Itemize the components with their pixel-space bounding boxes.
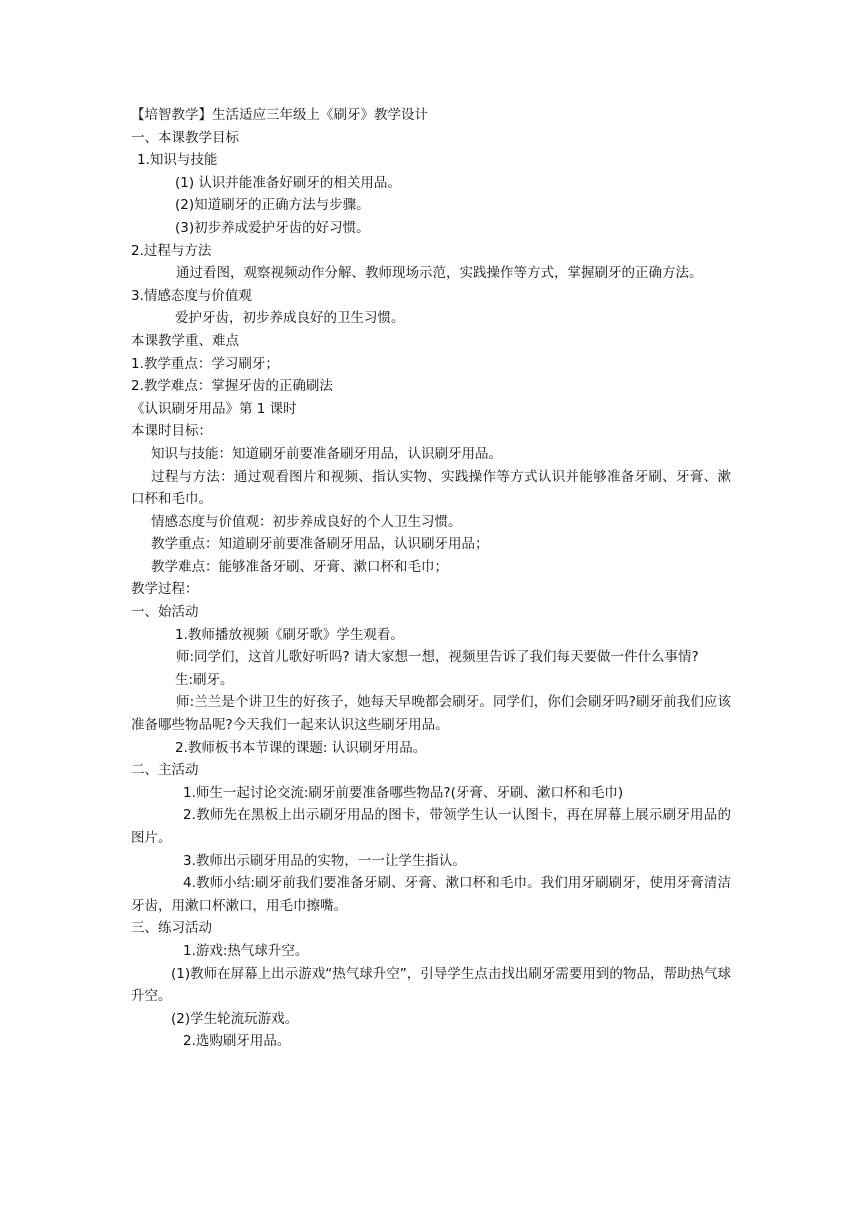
- document-line: 师:同学们，这首儿歌好听吗? 请大家想一想，视频里告诉了我们每天要做一件什么事情?: [176, 649, 699, 666]
- document-line: 知识与技能：知道刷牙前要准备刷牙用品，认识刷牙用品。: [151, 445, 502, 462]
- document-line: 1.教学重点：学习刷牙；: [131, 355, 279, 372]
- document-line: 1.教师播放视频《刷牙歌》学生观看。: [175, 626, 404, 643]
- document-line: (2)知道刷牙的正确方法与步骤。: [175, 197, 370, 214]
- document-line: 2.选购刷牙用品。: [183, 1033, 291, 1050]
- document-line: 1.知识与技能: [137, 152, 218, 169]
- document-line: 一、本课教学目标: [131, 129, 239, 146]
- document-line: 本课教学重、难点: [131, 332, 239, 349]
- document-line: (1) 认识并能准备好刷牙的相关用品。: [175, 174, 401, 191]
- document-line: 师:兰兰是个讲卫生的好孩子，她每天早晚都会刷牙。同学们，你们会刷牙吗?刷牙前我们应该准备哪些物品呢?今天我们一起来认识这些刷牙用品。: [131, 694, 731, 734]
- document-line: (1)教师在屏幕上出示游戏“热气球升空”，引导学生点击找出刷牙需要用到的物品，帮助热气球升空。: [131, 965, 731, 1005]
- document-line: 1.师生一起讨论交流:刷牙前要准备哪些物品?(牙膏、牙刷、漱口杯和毛巾): [183, 784, 624, 801]
- document-line: 情感态度与价值观：初步养成良好的个人卫生习惯。: [151, 513, 462, 530]
- document-line: 三、练习活动: [131, 920, 212, 937]
- document-line: 4.教师小结:刷牙前我们要准备牙刷、牙膏、漱口杯和毛巾。我们用牙刷刷牙，使用牙膏清洁牙齿，用漱口杯漱口，用毛巾擦嘴。: [131, 875, 731, 914]
- document-line: 2.教师板书本节课的课题: 认识刷牙用品。: [175, 739, 427, 756]
- document-line: 3.教师出示刷牙用品的实物，一一让学生指认。: [183, 852, 466, 869]
- document-line: 二、主活动: [131, 762, 199, 779]
- document-line: 教学重点：知道刷牙前要准备刷牙用品，认识刷牙用品；: [151, 536, 489, 553]
- document-line: 一、始活动: [131, 604, 199, 621]
- document-line: 通过看图，观察视频动作分解、教师现场示范，实践操作等方式，掌握刷牙的正确方法。: [176, 265, 703, 282]
- document-lines: [131, 127, 731, 1053]
- document-line: 教学难点：能够准备牙刷、牙膏、漱口杯和毛巾；: [151, 558, 448, 575]
- document-line: 过程与方法：通过观看图片和视频、指认实物、实践操作等方式认识并能够准备牙刷、牙膏、漱口杯和毛巾。: [131, 468, 731, 508]
- document-line: 教学过程：: [131, 581, 199, 598]
- document-line: 2.过程与方法: [131, 242, 212, 259]
- document-line: 3.情感态度与价值观: [131, 287, 252, 304]
- document-line: 生:刷牙。: [175, 671, 234, 688]
- document-line: 《认识刷牙用品》第 1 课时: [131, 400, 297, 417]
- document-line: 2.教师先在黑板上出示刷牙用品的图卡，带领学生认一认图卡，再在屏幕上展示刷牙用品的图片。: [131, 807, 731, 846]
- document-line: 1.游戏:热气球升空。: [183, 942, 309, 959]
- document-line: (3)初步养成爱护牙齿的好习惯。: [175, 219, 370, 236]
- document-title: 【培智教学】生活适应三年级上《刷牙》教学设计: [131, 107, 428, 123]
- document-line: (2)学生轮流玩游戏。: [171, 1010, 299, 1027]
- document-line: 2.教学难点：掌握牙齿的正确刷法: [131, 378, 333, 395]
- document-line: 本课时目标：: [131, 423, 212, 440]
- document-body: [131, 104, 731, 1053]
- document-line: 爱护牙齿，初步养成良好的卫生习惯。: [175, 310, 405, 327]
